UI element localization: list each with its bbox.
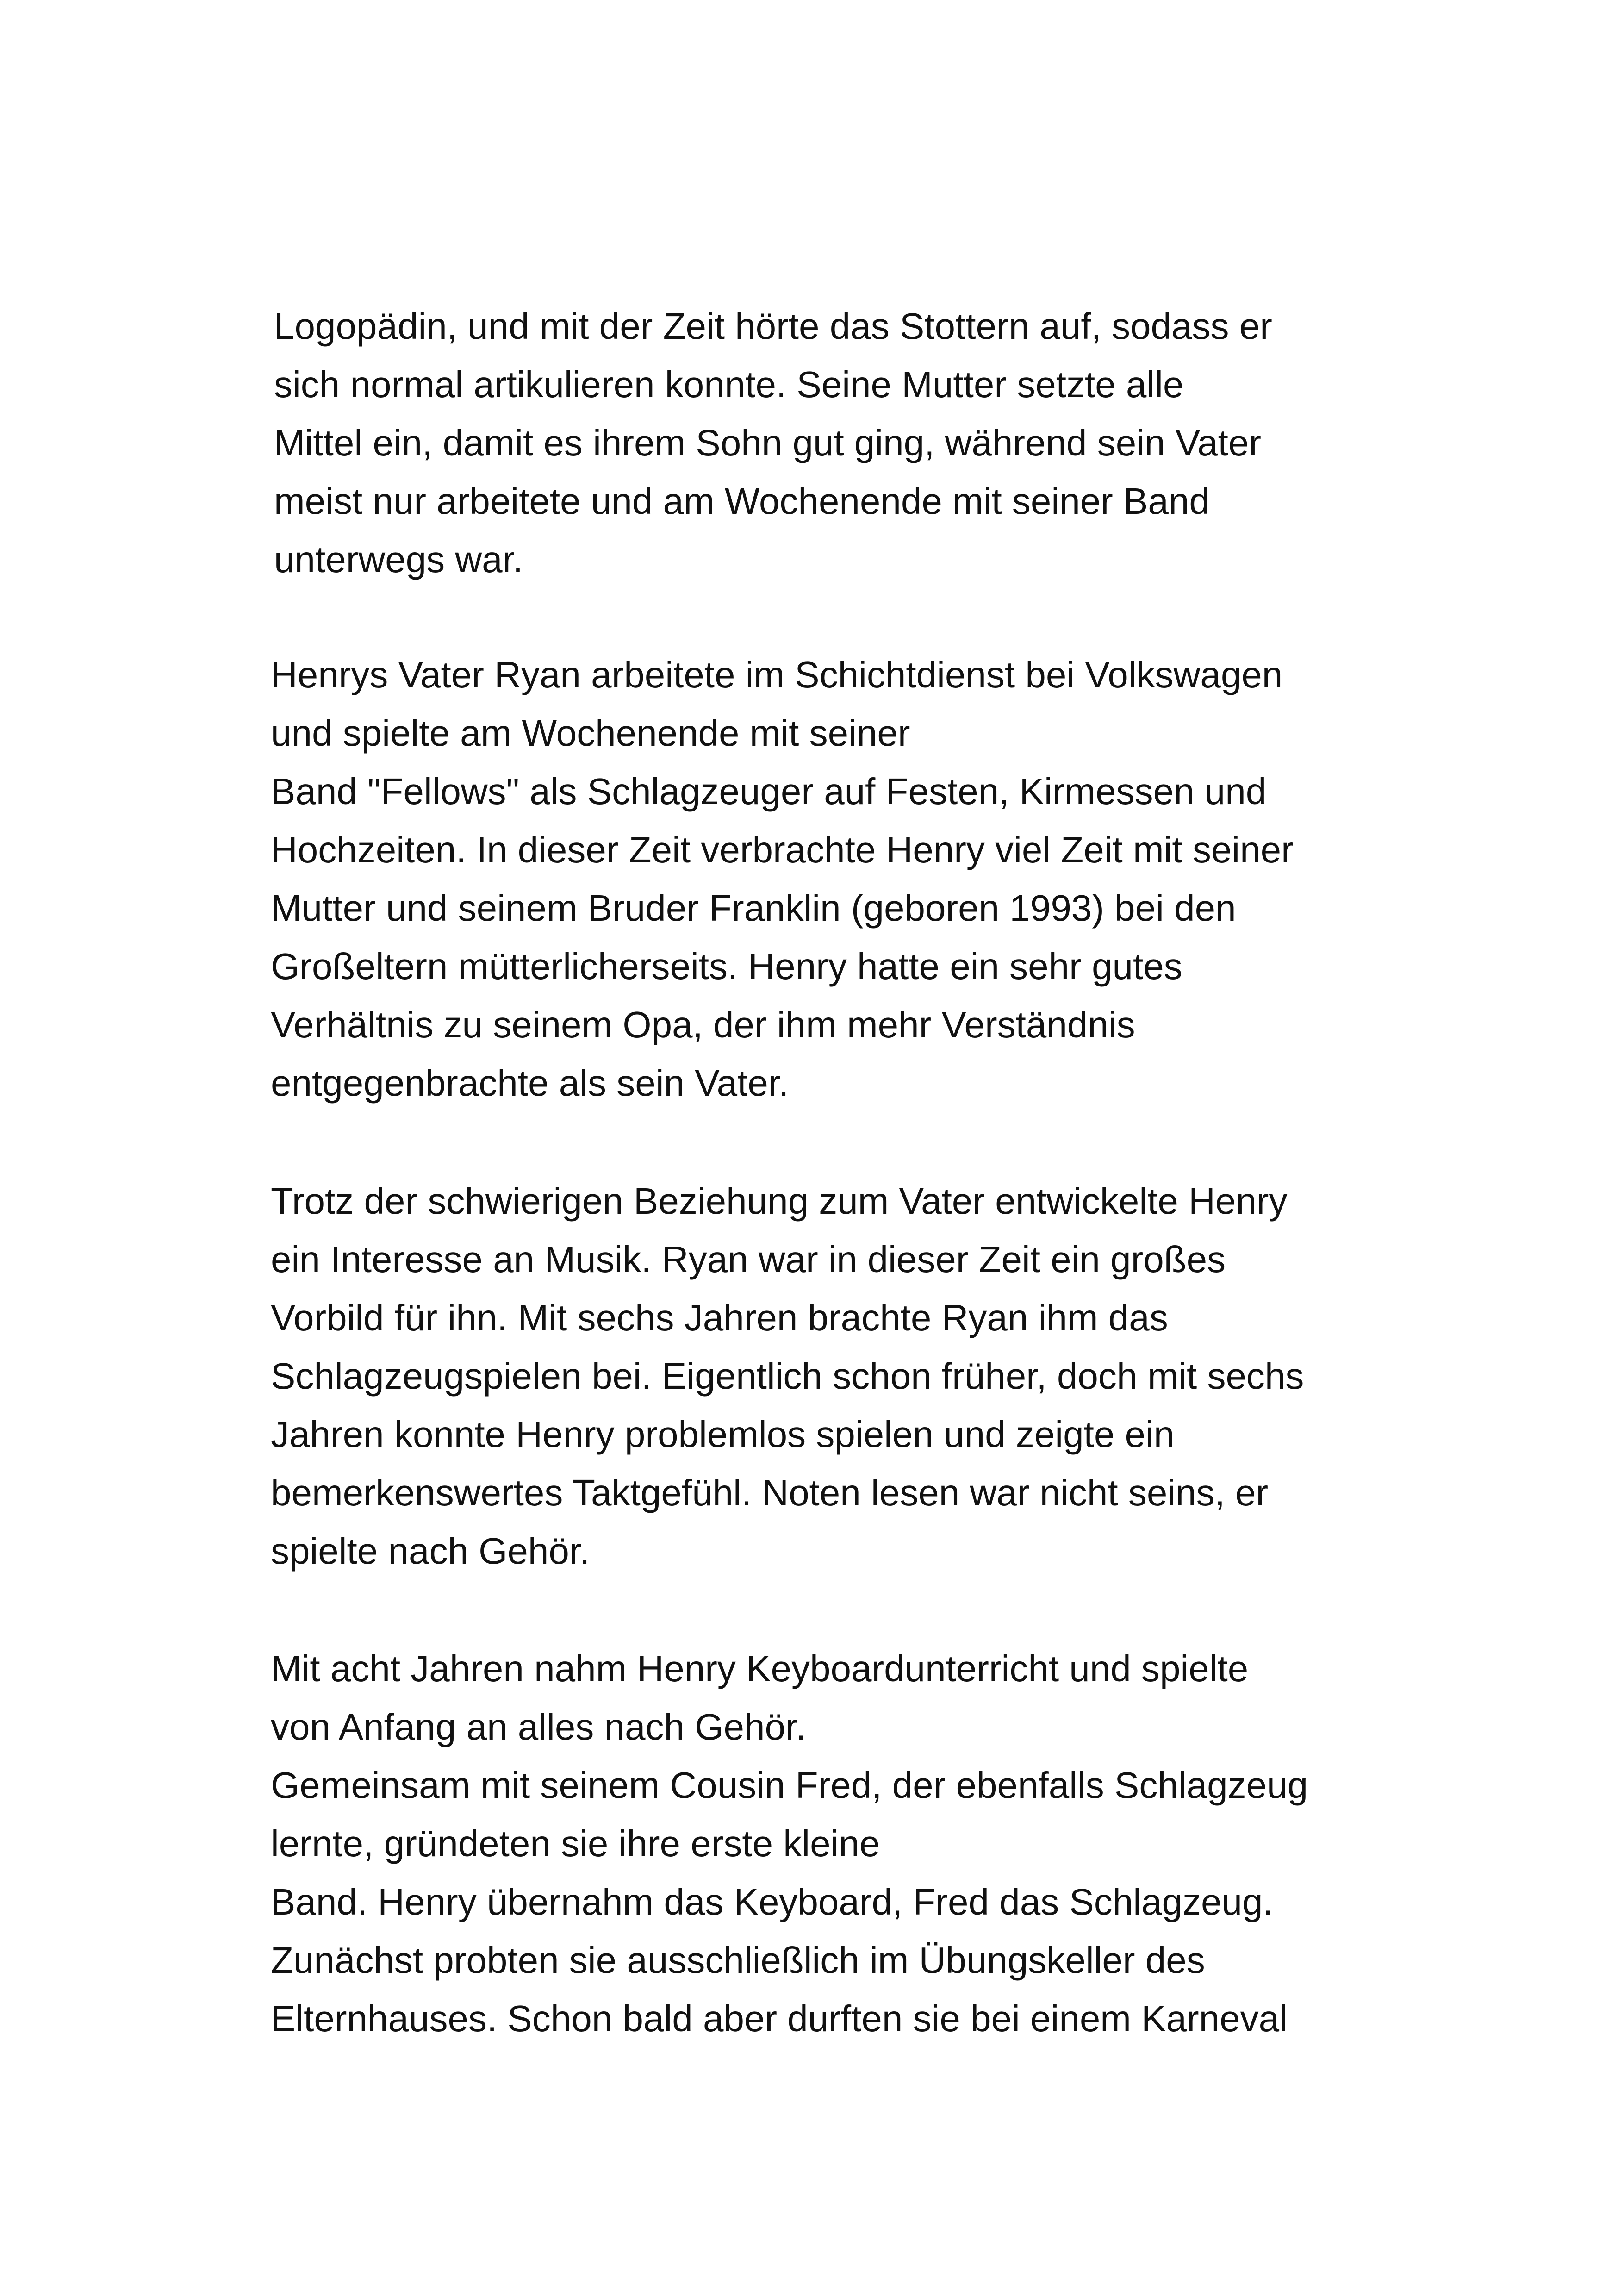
text-line: Mutter und seinem Bruder Franklin (geboren 1993) bei den	[271, 887, 1236, 929]
text-line: Schlagzeugspielen bei. Eigentlich schon früher, doch mit sechs	[271, 1355, 1304, 1397]
text-line: ein Interesse an Musik. Ryan war in dieser Zeit ein großes	[271, 1239, 1226, 1280]
text-line: Band "Fellows" als Schlagzeuger auf Festen, Kirmessen und	[271, 771, 1267, 812]
text-line: und spielte am Wochenende mit seiner	[271, 712, 910, 754]
text-line: bemerkenswertes Taktgefühl. Noten lesen war nicht seins, er	[271, 1472, 1269, 1513]
text-line: spielte nach Gehör.	[271, 1530, 590, 1572]
text-line: Band. Henry übernahm das Keyboard, Fred das Schlagzeug.	[271, 1881, 1273, 1922]
text-line: Vorbild für ihn. Mit sechs Jahren brachte Ryan ihm das	[271, 1297, 1168, 1338]
text-line: Logopädin, und mit der Zeit hörte das Stottern auf, sodass er	[274, 306, 1272, 347]
text-line: unterwegs war.	[274, 539, 523, 580]
text-line: entgegenbrachte als sein Vater.	[271, 1062, 789, 1104]
text-line: Großeltern mütterlicherseits. Henry hatte ein sehr gutes	[271, 946, 1182, 987]
text-line: lernte, gründeten sie ihre erste kleine	[271, 1823, 880, 1864]
text-line: Gemeinsam mit seinem Cousin Fred, der ebenfalls Schlagzeug	[271, 1765, 1308, 1806]
text-line: Zunächst probten sie ausschließlich im Übungskeller des	[271, 1940, 1205, 1981]
text-line: Jahren konnte Henry problemlos spielen und zeigte ein	[271, 1414, 1175, 1455]
text-line: Trotz der schwierigen Beziehung zum Vater entwickelte Henry	[271, 1180, 1288, 1222]
text-line: Mittel ein, damit es ihrem Sohn gut ging, während sein Vater	[274, 422, 1261, 463]
text-line: meist nur arbeitete und am Wochenende mit seiner Band	[274, 480, 1210, 522]
text-line: von Anfang an alles nach Gehör.	[271, 1706, 806, 1747]
text-line: Verhältnis zu seinem Opa, der ihm mehr Verständnis	[271, 1004, 1135, 1045]
text-line: Hochzeiten. In dieser Zeit verbrachte Henry viel Zeit mit seiner	[271, 829, 1294, 870]
text-line: sich normal artikulieren konnte. Seine Mutter setzte alle	[274, 364, 1184, 405]
text-line: Henrys Vater Ryan arbeitete im Schichtdienst bei Volkswagen	[271, 654, 1283, 695]
text-line: Mit acht Jahren nahm Henry Keyboardunterricht und spielte	[271, 1648, 1249, 1689]
text-line: Elternhauses. Schon bald aber durften sie bei einem Karneval	[271, 1998, 1288, 2039]
